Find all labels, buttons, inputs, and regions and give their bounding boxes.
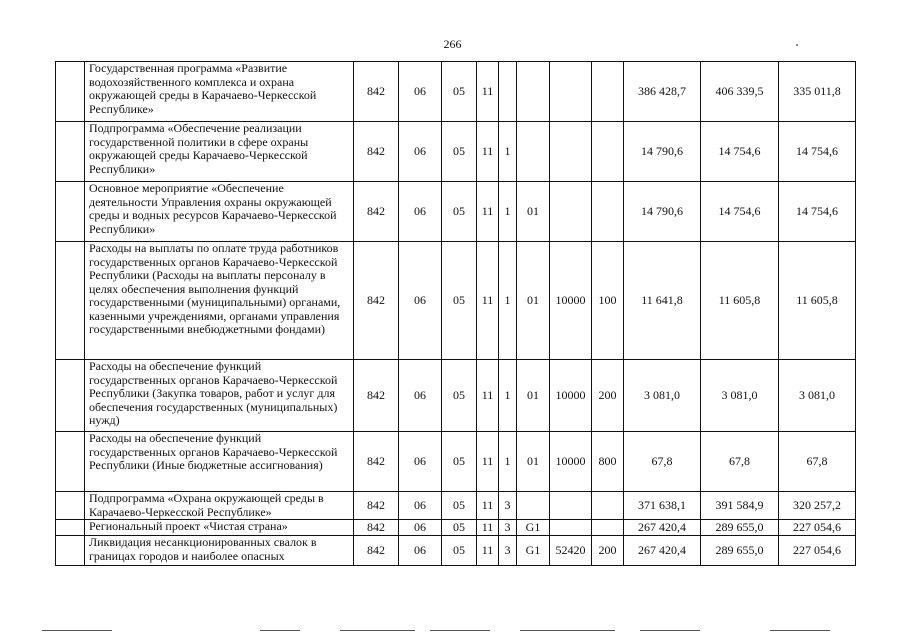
cell-subprogram: 1 bbox=[499, 182, 517, 242]
cell-direction bbox=[550, 62, 592, 122]
cell-ministry: 842 bbox=[354, 520, 399, 536]
cell-amount-year1: 3 081,0 bbox=[624, 360, 701, 432]
table-row bbox=[56, 122, 856, 182]
cell-expense-type bbox=[592, 492, 624, 520]
cell-expense-type bbox=[592, 520, 624, 536]
cell-main-event bbox=[517, 492, 550, 520]
cell-subprogram: 1 bbox=[499, 242, 517, 360]
table-body bbox=[56, 62, 856, 566]
scan-edge-marks bbox=[0, 626, 905, 634]
cell-amount-year3: 335 011,8 bbox=[779, 62, 856, 122]
table-row bbox=[56, 62, 856, 122]
cell-section: 06 bbox=[399, 62, 442, 122]
cell-subsection: 05 bbox=[442, 492, 477, 520]
cell-amount-year2: 11 605,8 bbox=[701, 242, 779, 360]
cell-program: 11 bbox=[477, 536, 499, 566]
cell-row-number bbox=[56, 520, 85, 536]
cell-direction bbox=[550, 520, 592, 536]
cell-amount-year3: 227 054,6 bbox=[779, 520, 856, 536]
budget-table bbox=[55, 61, 856, 566]
cell-amount-year1: 267 420,4 bbox=[624, 520, 701, 536]
cell-expense-type: 100 bbox=[592, 242, 624, 360]
cell-amount-year1: 11 641,8 bbox=[624, 242, 701, 360]
cell-subsection: 05 bbox=[442, 242, 477, 360]
table-row bbox=[56, 492, 856, 520]
cell-subsection: 05 bbox=[442, 360, 477, 432]
scan-dot bbox=[796, 44, 798, 46]
cell-subsection: 05 bbox=[442, 182, 477, 242]
cell-subprogram: 1 bbox=[499, 360, 517, 432]
cell-direction: 10000 bbox=[550, 242, 592, 360]
cell-subprogram: 3 bbox=[499, 520, 517, 536]
cell-section: 06 bbox=[399, 432, 442, 492]
cell-item-name: Государственная программа «Развитие водохозяйственного комплекса и охрана окружающей среды в Карачаево-Черкесской Республике» bbox=[85, 62, 354, 122]
cell-direction: 10000 bbox=[550, 360, 592, 432]
cell-ministry: 842 bbox=[354, 182, 399, 242]
cell-direction bbox=[550, 122, 592, 182]
cell-row-number bbox=[56, 122, 85, 182]
cell-subsection: 05 bbox=[442, 536, 477, 566]
cell-subprogram: 3 bbox=[499, 536, 517, 566]
table-row bbox=[56, 242, 856, 360]
cell-expense-type: 200 bbox=[592, 360, 624, 432]
cell-main-event bbox=[517, 62, 550, 122]
cell-item-name: Региональный проект «Чистая страна» bbox=[85, 520, 354, 536]
cell-expense-type bbox=[592, 122, 624, 182]
cell-amount-year2: 289 655,0 bbox=[701, 536, 779, 566]
cell-ministry: 842 bbox=[354, 536, 399, 566]
cell-amount-year3: 14 754,6 bbox=[779, 182, 856, 242]
cell-row-number bbox=[56, 182, 85, 242]
cell-expense-type bbox=[592, 182, 624, 242]
cell-direction: 52420 bbox=[550, 536, 592, 566]
cell-row-number bbox=[56, 62, 85, 122]
cell-direction bbox=[550, 492, 592, 520]
cell-subprogram bbox=[499, 62, 517, 122]
cell-item-name: Расходы на обеспечение функций государственных органов Карачаево-Черкесской Республики (Иные бюджетные ассигнования) bbox=[85, 432, 354, 492]
cell-row-number bbox=[56, 242, 85, 360]
cell-main-event: G1 bbox=[517, 536, 550, 566]
cell-subprogram: 1 bbox=[499, 432, 517, 492]
cell-main-event: 01 bbox=[517, 182, 550, 242]
cell-amount-year1: 371 638,1 bbox=[624, 492, 701, 520]
cell-program: 11 bbox=[477, 492, 499, 520]
cell-program: 11 bbox=[477, 432, 499, 492]
table-row bbox=[56, 432, 856, 492]
cell-section: 06 bbox=[399, 360, 442, 432]
cell-item-name: Расходы на обеспечение функций государственных органов Карачаево-Черкесской Республики (Закупка товаров, работ и услуг для обеспечения государственных (муниципальных) нужд) bbox=[85, 360, 354, 432]
cell-amount-year3: 320 257,2 bbox=[779, 492, 856, 520]
cell-program: 11 bbox=[477, 122, 499, 182]
cell-ministry: 842 bbox=[354, 122, 399, 182]
cell-amount-year1: 14 790,6 bbox=[624, 122, 701, 182]
cell-section: 06 bbox=[399, 492, 442, 520]
cell-section: 06 bbox=[399, 242, 442, 360]
cell-amount-year2: 289 655,0 bbox=[701, 520, 779, 536]
cell-row-number bbox=[56, 432, 85, 492]
cell-section: 06 bbox=[399, 182, 442, 242]
cell-expense-type bbox=[592, 62, 624, 122]
cell-ministry: 842 bbox=[354, 62, 399, 122]
cell-amount-year3: 14 754,6 bbox=[779, 122, 856, 182]
cell-main-event: G1 bbox=[517, 520, 550, 536]
cell-amount-year1: 267 420,4 bbox=[624, 536, 701, 566]
table-row bbox=[56, 536, 856, 566]
cell-program: 11 bbox=[477, 62, 499, 122]
cell-section: 06 bbox=[399, 520, 442, 536]
table-row bbox=[56, 182, 856, 242]
cell-ministry: 842 bbox=[354, 242, 399, 360]
cell-amount-year1: 14 790,6 bbox=[624, 182, 701, 242]
cell-item-name: Основное мероприятие «Обеспечение деятельности Управления охраны окружающей среды и водных ресурсов Карачаево-Черкесской Республики» bbox=[85, 182, 354, 242]
cell-section: 06 bbox=[399, 122, 442, 182]
cell-amount-year2: 391 584,9 bbox=[701, 492, 779, 520]
cell-amount-year2: 14 754,6 bbox=[701, 122, 779, 182]
cell-amount-year1: 67,8 bbox=[624, 432, 701, 492]
cell-amount-year3: 227 054,6 bbox=[779, 536, 856, 566]
cell-main-event bbox=[517, 122, 550, 182]
cell-program: 11 bbox=[477, 360, 499, 432]
table-row bbox=[56, 520, 856, 536]
cell-row-number bbox=[56, 536, 85, 566]
cell-subsection: 05 bbox=[442, 520, 477, 536]
cell-amount-year2: 3 081,0 bbox=[701, 360, 779, 432]
cell-main-event: 01 bbox=[517, 432, 550, 492]
cell-ministry: 842 bbox=[354, 492, 399, 520]
cell-expense-type: 200 bbox=[592, 536, 624, 566]
cell-amount-year1: 386 428,7 bbox=[624, 62, 701, 122]
cell-item-name: Подпрограмма «Охрана окружающей среды в Карачаево-Черкесской Республике» bbox=[85, 492, 354, 520]
cell-amount-year3: 3 081,0 bbox=[779, 360, 856, 432]
cell-row-number bbox=[56, 360, 85, 432]
cell-item-name: Ликвидация несанкционированных свалок в границах городов и наиболее опасных bbox=[85, 536, 354, 566]
table-row bbox=[56, 360, 856, 432]
cell-main-event: 01 bbox=[517, 242, 550, 360]
cell-main-event: 01 bbox=[517, 360, 550, 432]
cell-program: 11 bbox=[477, 242, 499, 360]
cell-ministry: 842 bbox=[354, 360, 399, 432]
cell-amount-year2: 406 339,5 bbox=[701, 62, 779, 122]
cell-program: 11 bbox=[477, 520, 499, 536]
cell-amount-year3: 11 605,8 bbox=[779, 242, 856, 360]
page-number: 266 bbox=[443, 37, 462, 51]
cell-subprogram: 1 bbox=[499, 122, 517, 182]
cell-expense-type: 800 bbox=[592, 432, 624, 492]
cell-direction bbox=[550, 182, 592, 242]
cell-direction: 10000 bbox=[550, 432, 592, 492]
cell-program: 11 bbox=[477, 182, 499, 242]
cell-subsection: 05 bbox=[442, 122, 477, 182]
cell-row-number bbox=[56, 492, 85, 520]
cell-amount-year3: 67,8 bbox=[779, 432, 856, 492]
cell-item-name: Подпрограмма «Обеспечение реализации государственной политики в сфере охраны окружающей среды Карачаево-Черкесской Республики» bbox=[85, 122, 354, 182]
cell-item-name: Расходы на выплаты по оплате труда работников государственных органов Карачаево-Черкесской Республики (Расходы на выплаты персоналу в целях обеспечения выполнения функций государственными (муниципальными) органами, казенными учреждениями, органами управления государственными внебюджетными фондами) bbox=[85, 242, 354, 360]
cell-section: 06 bbox=[399, 536, 442, 566]
cell-amount-year2: 14 754,6 bbox=[701, 182, 779, 242]
cell-subsection: 05 bbox=[442, 62, 477, 122]
cell-subprogram: 3 bbox=[499, 492, 517, 520]
cell-subsection: 05 bbox=[442, 432, 477, 492]
cell-ministry: 842 bbox=[354, 432, 399, 492]
cell-amount-year2: 67,8 bbox=[701, 432, 779, 492]
